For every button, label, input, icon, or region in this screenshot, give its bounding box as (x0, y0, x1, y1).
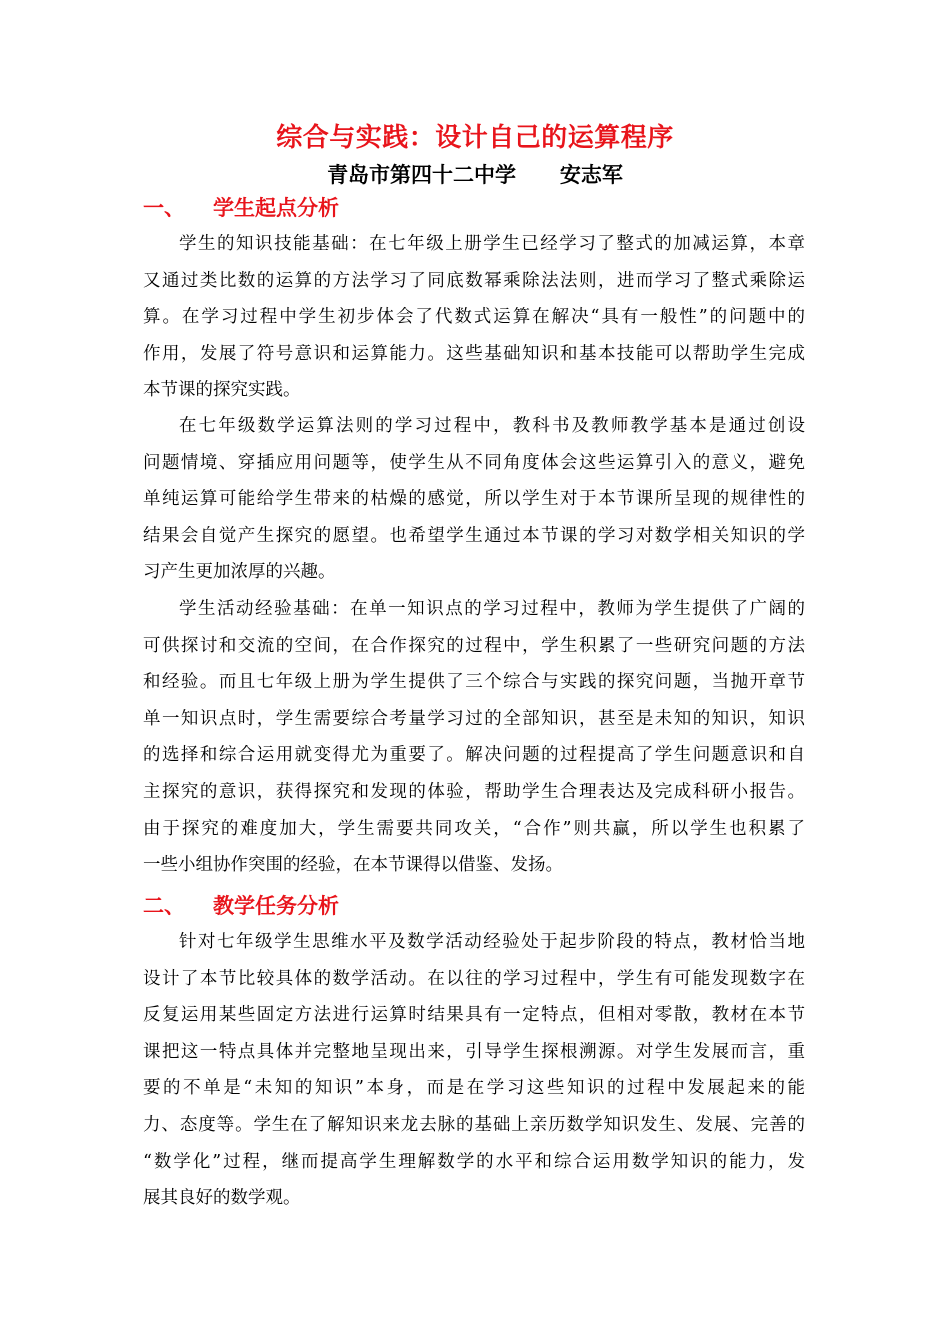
paragraph-line: 反复运用某些固定方法进行运算时结果具有一定特点，但相对零散，教材在本节 (143, 1005, 805, 1026)
paragraph-line: 由于探究的难度加大，学生需要共同攻关，“合作”则共赢，所以学生也积累了 (143, 818, 805, 839)
section-title: 教学任务分析 (213, 894, 339, 918)
paragraph-line: 和经验。而且七年级上册为学生提供了三个综合与实践的探究问题，当抛开章节 (143, 672, 805, 693)
paragraph-line: 又通过类比数的运算的方法学习了同底数幂乘除法法则，进而学习了整式乘除运 (143, 270, 805, 291)
section-number: 二、 (143, 894, 185, 918)
paragraph-line: 要的不单是“未知的知识”本身，而是在学习这些知识的过程中发展起来的能 (143, 1078, 805, 1099)
section-heading-2 (143, 891, 339, 921)
paragraph-line: 单一知识点时，学生需要综合考量学习过的全部知识，甚至是未知的知识，知识 (143, 708, 805, 729)
paragraph-line: 在七年级数学运算法则的学习过程中，教科书及教师教学基本是通过创设 (179, 416, 805, 436)
paragraph-line: 针对七年级学生思维水平及数学活动经验处于起步阶段的特点，教材恰当地 (179, 932, 805, 952)
paragraph-line: 可供探讨和交流的空间，在合作探究的过程中，学生积累了一些研究问题的方法 (143, 635, 805, 656)
paragraph (143, 408, 805, 591)
section-number: 一、 (143, 196, 185, 220)
paragraph-line: 课把这一特点具体并完整地呈现出来，引导学生探根溯源。对学生发展而言，重 (143, 1041, 805, 1062)
paragraph-line: 学生活动经验基础：在单一知识点的学习过程中，教师为学生提供了广阔的 (179, 599, 805, 619)
paragraph-line: 习产生更加浓厚的兴趣。 (143, 562, 336, 583)
paragraph-line: 结果会自觉产生探究的愿望。也希望学生通过本节课的学习对数学相关知识的学 (143, 525, 805, 546)
document-title: 综合与实践：设计自己的运算程序 (276, 123, 674, 153)
paragraph-line: 本节课的探究实践。 (143, 380, 301, 401)
paragraph-line: 力、态度等。学生在了解知识来龙去脉的基础上亲历数学知识发生、发展、完善的 (143, 1114, 805, 1135)
section-heading-1 (143, 193, 339, 223)
section-title: 学生起点分析 (213, 196, 339, 220)
paragraph-line: 设计了本节比较具体的数学活动。在以往的学习过程中，学生有可能发现数字在 (143, 968, 805, 989)
paragraph-line: “数学化”过程，继而提高学生理解数学的水平和综合运用数学知识的能力，发 (143, 1151, 805, 1172)
author-line: 青岛市第四十二中学 安志军 (327, 163, 623, 187)
paragraph (143, 226, 805, 409)
paragraph-line: 主探究的意识，获得探究和发现的体验，帮助学生合理表达及完成科研小报告。 (143, 781, 805, 802)
paragraph-line: 的选择和综合运用就变得尤为重要了。解决问题的过程提高了学生问题意识和自 (143, 745, 805, 766)
paragraph-line: 问题情境、穿插应用问题等，使学生从不同角度体会这些运算引入的意义，避免 (143, 452, 805, 473)
paragraph-line: 单纯运算可能给学生带来的枯燥的感觉，所以学生对于本节课所呈现的规律性的 (143, 489, 805, 510)
paragraph-line: 学生的知识技能基础：在七年级上册学生已经学习了整式的加减运算，本章 (179, 234, 805, 254)
paragraph-line: 算。在学习过程中学生初步体会了代数式运算在解决“具有一般性”的问题中的 (143, 307, 805, 328)
paragraph-line: 一些小组协作突围的经验，在本节课得以借鉴、发扬。 (143, 855, 563, 876)
paragraph (143, 924, 805, 1217)
paragraph-line: 作用，发展了符号意识和运算能力。这些基础知识和基本技能可以帮助学生完成 (143, 343, 805, 364)
paragraph (143, 591, 805, 884)
paragraph-line: 展其良好的数学观。 (143, 1188, 301, 1209)
